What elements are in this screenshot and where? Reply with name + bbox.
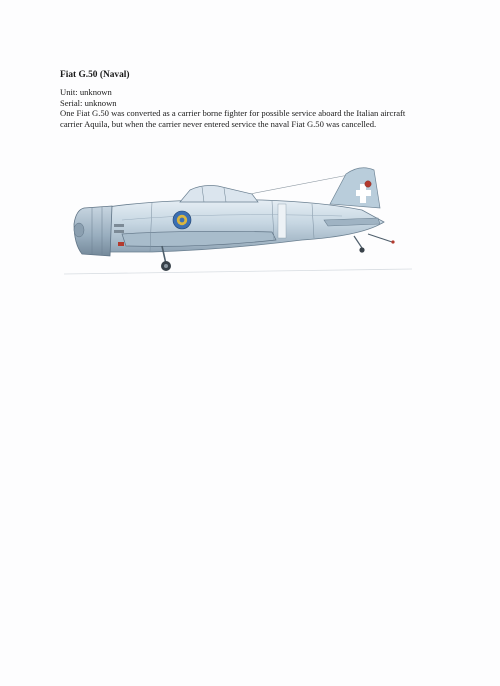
arrester-hook	[368, 234, 392, 242]
unit-line: Unit: unknown	[60, 87, 112, 98]
tail-insignia-icon	[365, 181, 371, 187]
aircraft-profile-svg	[62, 160, 414, 278]
spinner	[74, 223, 84, 237]
tail-gear	[354, 236, 362, 248]
fuselage-band	[278, 204, 286, 238]
serial-line: Serial: unknown	[60, 97, 117, 108]
tail-fin	[330, 168, 380, 208]
aircraft-title: Fiat G.50 (Naval)	[60, 70, 130, 80]
tail-cross-vertical	[360, 184, 366, 203]
tail-wheel	[359, 247, 364, 252]
ground-line	[64, 269, 412, 274]
nose-marking	[118, 242, 124, 246]
aircraft-info	[60, 70, 420, 129]
aircraft-profile-illustration	[62, 160, 414, 278]
description-paragraph: One Fiat G.50 was converted as a carrier borne fighter for possible service aboard the Italian aircraft carrier Aquila, but when the carrier never entered service the naval Fiat G.50 was cancelled.	[60, 108, 406, 129]
canopy	[180, 186, 258, 203]
